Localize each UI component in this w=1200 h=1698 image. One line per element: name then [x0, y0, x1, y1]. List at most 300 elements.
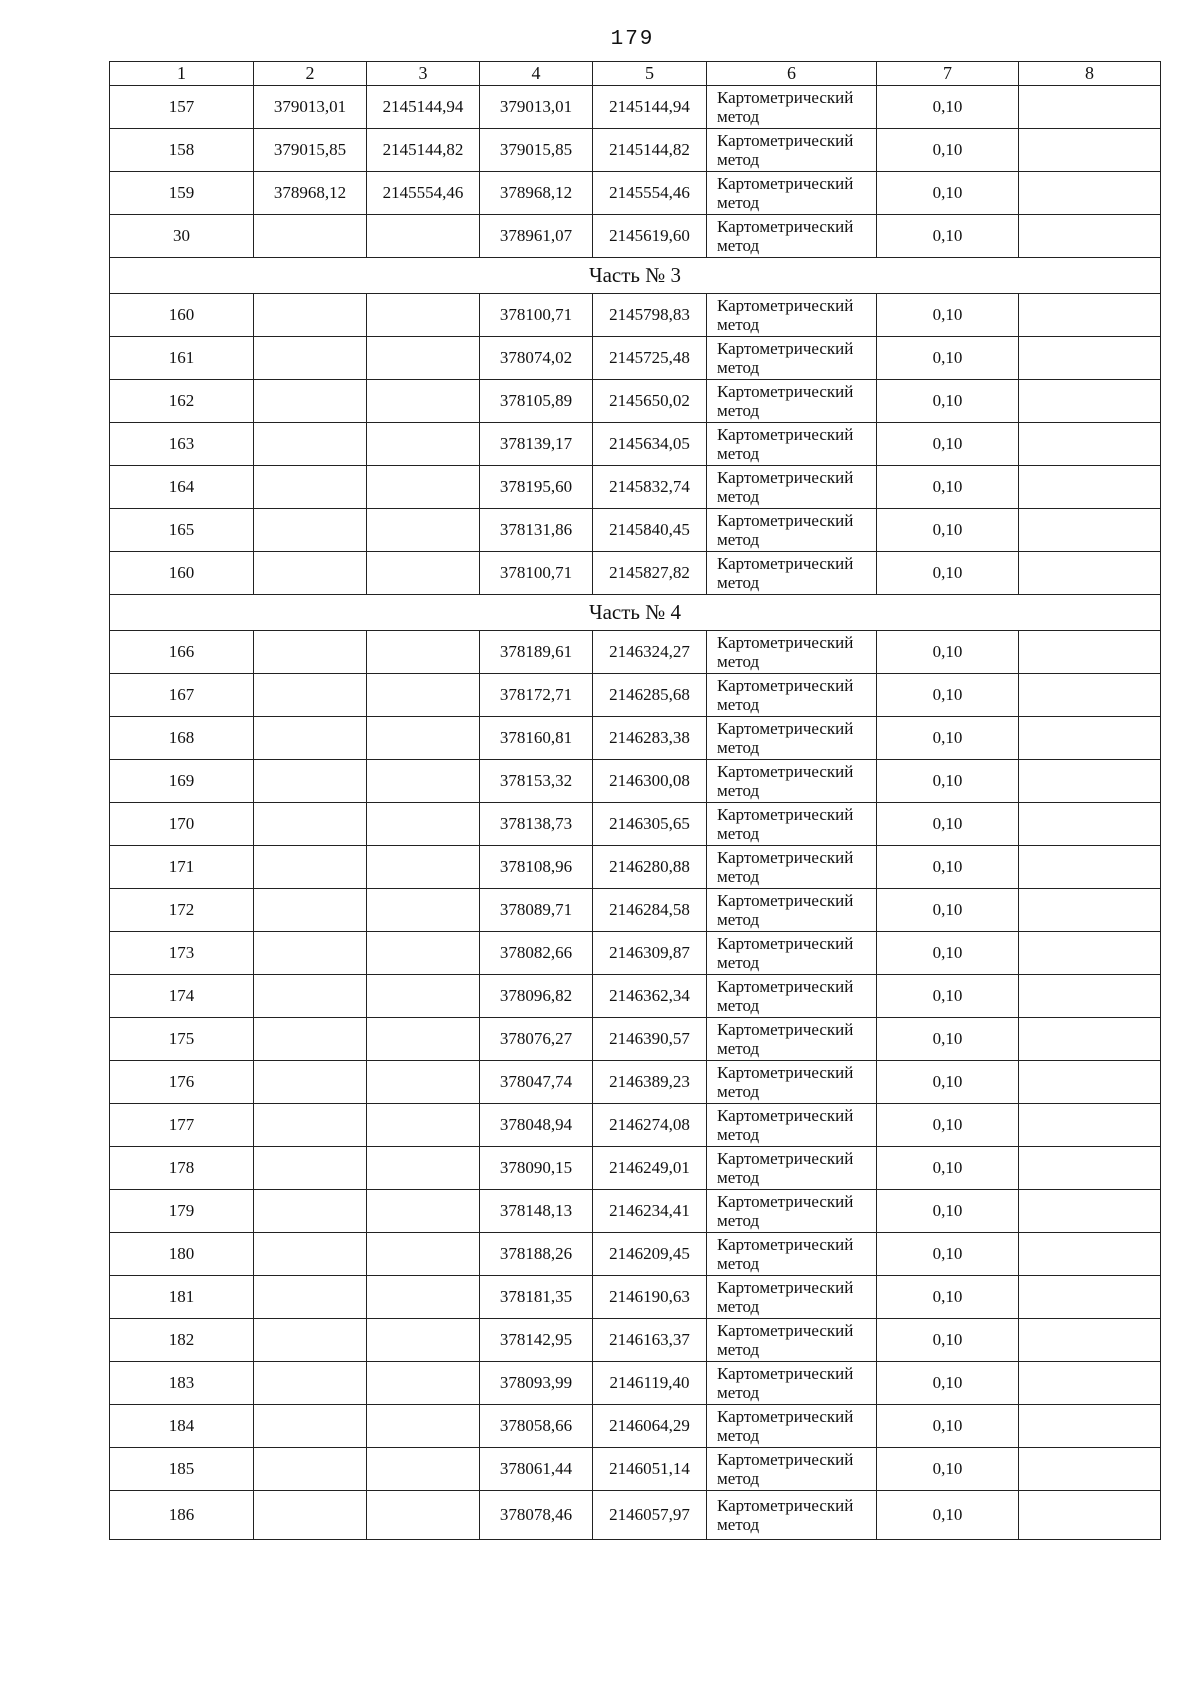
point-number-cell: 172 [110, 889, 254, 932]
method-cell [707, 337, 877, 380]
note-cell [1019, 552, 1161, 595]
old-x-cell [254, 717, 367, 760]
point-number-cell: 160 [110, 294, 254, 337]
new-y-cell: 2146057,97 [593, 1491, 707, 1540]
table-row [110, 1061, 1161, 1104]
new-x-cell: 379015,85 [480, 129, 593, 172]
old-x-cell [254, 466, 367, 509]
old-y-cell: 2145554,46 [367, 172, 480, 215]
point-number-cell: 170 [110, 803, 254, 846]
note-cell [1019, 846, 1161, 889]
new-y-cell: 2145650,02 [593, 380, 707, 423]
old-y-cell [367, 294, 480, 337]
old-y-cell: 2145144,82 [367, 129, 480, 172]
new-y-cell: 2146300,08 [593, 760, 707, 803]
point-number-cell: 157 [110, 86, 254, 129]
method-cell [707, 294, 877, 337]
note-cell [1019, 509, 1161, 552]
old-y-cell [367, 1061, 480, 1104]
note-cell [1019, 1362, 1161, 1405]
old-y-cell [367, 674, 480, 717]
method-text-line: метод [717, 1082, 760, 1101]
accuracy-cell: 0,10 [877, 760, 1019, 803]
method-text-line: метод [717, 1515, 760, 1534]
method-cell [707, 1276, 877, 1319]
accuracy-cell: 0,10 [877, 1061, 1019, 1104]
point-number-cell: 177 [110, 1104, 254, 1147]
column-header: 6 [707, 62, 877, 86]
accuracy-cell: 0,10 [877, 717, 1019, 760]
method-cell [707, 1319, 877, 1362]
accuracy-cell: 0,10 [877, 846, 1019, 889]
note-cell [1019, 337, 1161, 380]
note-cell [1019, 1147, 1161, 1190]
new-x-cell: 378148,13 [480, 1190, 593, 1233]
column-header: 2 [254, 62, 367, 86]
new-x-cell: 378188,26 [480, 1233, 593, 1276]
new-y-cell: 2146234,41 [593, 1190, 707, 1233]
new-y-cell: 2146163,37 [593, 1319, 707, 1362]
note-cell [1019, 423, 1161, 466]
new-x-cell: 378160,81 [480, 717, 593, 760]
old-y-cell [367, 1491, 480, 1540]
method-text-line: Картометрический [717, 977, 854, 996]
new-x-cell: 378100,71 [480, 552, 593, 595]
point-number-cell: 180 [110, 1233, 254, 1276]
note-cell [1019, 760, 1161, 803]
note-cell [1019, 1319, 1161, 1362]
table-row [110, 1362, 1161, 1405]
old-x-cell [254, 1190, 367, 1233]
table-row [110, 466, 1161, 509]
old-x-cell [254, 1448, 367, 1491]
old-x-cell [254, 215, 367, 258]
old-x-cell [254, 294, 367, 337]
old-x-cell [254, 423, 367, 466]
point-number-cell: 167 [110, 674, 254, 717]
method-text-line: метод [717, 996, 760, 1015]
method-text-line: Картометрический [717, 1192, 854, 1211]
table-row [110, 760, 1161, 803]
method-text-line: Картометрический [717, 339, 854, 358]
table-row [110, 552, 1161, 595]
accuracy-cell: 0,10 [877, 674, 1019, 717]
old-y-cell [367, 423, 480, 466]
point-number-cell: 185 [110, 1448, 254, 1491]
note-cell [1019, 1061, 1161, 1104]
column-header: 1 [110, 62, 254, 86]
method-text-line: метод [717, 1340, 760, 1359]
new-y-cell: 2146285,68 [593, 674, 707, 717]
old-x-cell [254, 509, 367, 552]
accuracy-cell: 0,10 [877, 86, 1019, 129]
table-row [110, 1491, 1161, 1540]
table-body [110, 62, 1161, 1540]
new-y-cell: 2146283,38 [593, 717, 707, 760]
old-y-cell [367, 1190, 480, 1233]
method-text-line: Картометрический [717, 1321, 854, 1340]
new-y-cell: 2145619,60 [593, 215, 707, 258]
new-x-cell: 378058,66 [480, 1405, 593, 1448]
method-cell [707, 509, 877, 552]
method-text-line: Картометрический [717, 1364, 854, 1383]
table-row [110, 1104, 1161, 1147]
method-cell [707, 215, 877, 258]
table-row [110, 337, 1161, 380]
method-text-line: метод [717, 910, 760, 929]
note-cell [1019, 631, 1161, 674]
column-header: 8 [1019, 62, 1161, 86]
note-cell [1019, 1104, 1161, 1147]
method-text-line: метод [717, 1383, 760, 1402]
table-row [110, 129, 1161, 172]
new-x-cell: 378142,95 [480, 1319, 593, 1362]
new-x-cell: 378153,32 [480, 760, 593, 803]
point-number-cell: 174 [110, 975, 254, 1018]
new-x-cell: 378047,74 [480, 1061, 593, 1104]
method-text-line: Картометрический [717, 1407, 854, 1426]
note-cell [1019, 1233, 1161, 1276]
old-x-cell: 379013,01 [254, 86, 367, 129]
accuracy-cell: 0,10 [877, 1233, 1019, 1276]
note-cell [1019, 1448, 1161, 1491]
method-cell [707, 717, 877, 760]
method-text-line: Картометрический [717, 633, 854, 652]
new-x-cell: 378138,73 [480, 803, 593, 846]
old-x-cell [254, 1233, 367, 1276]
section-title: Часть № 3 [110, 258, 1161, 294]
point-number-cell: 173 [110, 932, 254, 975]
table-row [110, 1233, 1161, 1276]
note-cell [1019, 717, 1161, 760]
new-y-cell: 2145827,82 [593, 552, 707, 595]
table-row [110, 803, 1161, 846]
new-x-cell: 378076,27 [480, 1018, 593, 1061]
old-x-cell [254, 846, 367, 889]
old-y-cell [367, 1018, 480, 1061]
method-cell [707, 631, 877, 674]
new-x-cell: 378100,71 [480, 294, 593, 337]
method-text-line: Картометрический [717, 511, 854, 530]
new-x-cell: 378172,71 [480, 674, 593, 717]
table-row [110, 294, 1161, 337]
old-x-cell [254, 1405, 367, 1448]
old-y-cell [367, 1362, 480, 1405]
old-y-cell [367, 1405, 480, 1448]
note-cell [1019, 1018, 1161, 1061]
method-cell [707, 1147, 877, 1190]
old-y-cell [367, 509, 480, 552]
method-cell [707, 803, 877, 846]
note-cell [1019, 803, 1161, 846]
old-x-cell [254, 674, 367, 717]
new-y-cell: 2146390,57 [593, 1018, 707, 1061]
note-cell [1019, 975, 1161, 1018]
table-row [110, 215, 1161, 258]
old-y-cell [367, 975, 480, 1018]
old-y-cell [367, 1147, 480, 1190]
point-number-cell: 175 [110, 1018, 254, 1061]
new-x-cell: 378078,46 [480, 1491, 593, 1540]
old-x-cell [254, 631, 367, 674]
note-cell [1019, 129, 1161, 172]
new-x-cell: 378048,94 [480, 1104, 593, 1147]
method-text-line: Картометрический [717, 1063, 854, 1082]
old-y-cell [367, 1233, 480, 1276]
method-text-line: метод [717, 695, 760, 714]
old-y-cell [367, 717, 480, 760]
old-x-cell: 378968,12 [254, 172, 367, 215]
method-text-line: Картометрический [717, 554, 854, 573]
table-row [110, 674, 1161, 717]
old-y-cell [367, 1319, 480, 1362]
point-number-cell: 179 [110, 1190, 254, 1233]
method-text-line: метод [717, 193, 760, 212]
new-y-cell: 2145634,05 [593, 423, 707, 466]
column-header-row [110, 62, 1161, 86]
old-x-cell [254, 889, 367, 932]
new-x-cell: 378131,86 [480, 509, 593, 552]
new-x-cell: 378139,17 [480, 423, 593, 466]
point-number-cell: 161 [110, 337, 254, 380]
method-text-line: Картометрический [717, 848, 854, 867]
method-text-line: Картометрический [717, 1020, 854, 1039]
new-y-cell: 2146280,88 [593, 846, 707, 889]
old-x-cell [254, 803, 367, 846]
new-x-cell: 378961,07 [480, 215, 593, 258]
method-cell [707, 423, 877, 466]
method-cell [707, 1061, 877, 1104]
method-text-line: Картометрический [717, 296, 854, 315]
new-y-cell: 2146305,65 [593, 803, 707, 846]
new-y-cell: 2146190,63 [593, 1276, 707, 1319]
method-cell [707, 889, 877, 932]
note-cell [1019, 1276, 1161, 1319]
table-row [110, 86, 1161, 129]
method-cell [707, 1405, 877, 1448]
method-text-line: Картометрический [717, 719, 854, 738]
method-text-line: метод [717, 1254, 760, 1273]
point-number-cell: 30 [110, 215, 254, 258]
method-cell [707, 975, 877, 1018]
coordinates-table [109, 61, 1161, 1540]
point-number-cell: 182 [110, 1319, 254, 1362]
new-x-cell: 378082,66 [480, 932, 593, 975]
method-cell [707, 760, 877, 803]
table-row [110, 631, 1161, 674]
method-text-line: метод [717, 824, 760, 843]
accuracy-cell: 0,10 [877, 380, 1019, 423]
method-text-line: метод [717, 1297, 760, 1316]
new-y-cell: 2145725,48 [593, 337, 707, 380]
new-y-cell: 2146119,40 [593, 1362, 707, 1405]
note-cell [1019, 215, 1161, 258]
point-number-cell: 160 [110, 552, 254, 595]
point-number-cell: 159 [110, 172, 254, 215]
new-x-cell: 378090,15 [480, 1147, 593, 1190]
point-number-cell: 176 [110, 1061, 254, 1104]
method-text-line: Картометрический [717, 174, 854, 193]
note-cell [1019, 932, 1161, 975]
note-cell [1019, 466, 1161, 509]
old-y-cell [367, 889, 480, 932]
note-cell [1019, 889, 1161, 932]
accuracy-cell: 0,10 [877, 466, 1019, 509]
new-x-cell: 378189,61 [480, 631, 593, 674]
method-text-line: метод [717, 1211, 760, 1230]
old-x-cell [254, 975, 367, 1018]
new-y-cell: 2146324,27 [593, 631, 707, 674]
point-number-cell: 184 [110, 1405, 254, 1448]
accuracy-cell: 0,10 [877, 172, 1019, 215]
accuracy-cell: 0,10 [877, 803, 1019, 846]
new-x-cell: 378061,44 [480, 1448, 593, 1491]
old-y-cell [367, 1276, 480, 1319]
point-number-cell: 178 [110, 1147, 254, 1190]
new-x-cell: 378181,35 [480, 1276, 593, 1319]
method-text-line: Картометрический [717, 425, 854, 444]
old-y-cell [367, 215, 480, 258]
new-y-cell: 2146284,58 [593, 889, 707, 932]
method-cell [707, 846, 877, 889]
old-x-cell [254, 380, 367, 423]
method-text-line: метод [717, 953, 760, 972]
new-x-cell: 378195,60 [480, 466, 593, 509]
old-x-cell [254, 760, 367, 803]
new-y-cell: 2146389,23 [593, 1061, 707, 1104]
note-cell [1019, 674, 1161, 717]
method-text-line: Картометрический [717, 1450, 854, 1469]
old-x-cell [254, 552, 367, 595]
accuracy-cell: 0,10 [877, 129, 1019, 172]
old-y-cell [367, 760, 480, 803]
note-cell [1019, 294, 1161, 337]
method-text-line: метод [717, 1125, 760, 1144]
accuracy-cell: 0,10 [877, 294, 1019, 337]
table-row [110, 717, 1161, 760]
method-text-line: метод [717, 150, 760, 169]
new-y-cell: 2146309,87 [593, 932, 707, 975]
table-row [110, 975, 1161, 1018]
method-text-line: Картометрический [717, 1496, 854, 1515]
method-text-line: Картометрический [717, 891, 854, 910]
section-title: Часть № 4 [110, 595, 1161, 631]
new-x-cell: 379013,01 [480, 86, 593, 129]
note-cell [1019, 380, 1161, 423]
old-x-cell [254, 1061, 367, 1104]
method-cell [707, 674, 877, 717]
table-row [110, 889, 1161, 932]
accuracy-cell: 0,10 [877, 552, 1019, 595]
accuracy-cell: 0,10 [877, 1319, 1019, 1362]
new-y-cell: 2145144,94 [593, 86, 707, 129]
old-y-cell [367, 466, 480, 509]
accuracy-cell: 0,10 [877, 889, 1019, 932]
new-x-cell: 378074,02 [480, 337, 593, 380]
accuracy-cell: 0,10 [877, 1491, 1019, 1540]
old-x-cell [254, 1362, 367, 1405]
old-x-cell [254, 1018, 367, 1061]
method-text-line: метод [717, 867, 760, 886]
point-number-cell: 166 [110, 631, 254, 674]
old-y-cell [367, 932, 480, 975]
method-cell [707, 129, 877, 172]
new-y-cell: 2146209,45 [593, 1233, 707, 1276]
old-y-cell [367, 1104, 480, 1147]
table-row [110, 1448, 1161, 1491]
old-x-cell [254, 1147, 367, 1190]
table-row [110, 1276, 1161, 1319]
new-y-cell: 2146274,08 [593, 1104, 707, 1147]
table-row [110, 1405, 1161, 1448]
accuracy-cell: 0,10 [877, 631, 1019, 674]
old-x-cell: 379015,85 [254, 129, 367, 172]
new-x-cell: 378089,71 [480, 889, 593, 932]
method-text-line: Картометрический [717, 382, 854, 401]
table-row [110, 172, 1161, 215]
method-text-line: метод [717, 236, 760, 255]
old-x-cell [254, 337, 367, 380]
new-x-cell: 378096,82 [480, 975, 593, 1018]
method-cell [707, 1491, 877, 1540]
method-cell [707, 1190, 877, 1233]
accuracy-cell: 0,10 [877, 1362, 1019, 1405]
old-x-cell [254, 1104, 367, 1147]
accuracy-cell: 0,10 [877, 215, 1019, 258]
old-y-cell [367, 380, 480, 423]
method-text-line: метод [717, 1426, 760, 1445]
method-text-line: Картометрический [717, 1235, 854, 1254]
note-cell [1019, 1405, 1161, 1448]
accuracy-cell: 0,10 [877, 1448, 1019, 1491]
method-text-line: метод [717, 401, 760, 420]
method-text-line: метод [717, 107, 760, 126]
method-text-line: метод [717, 444, 760, 463]
new-x-cell: 378968,12 [480, 172, 593, 215]
method-text-line: Картометрический [717, 762, 854, 781]
point-number-cell: 162 [110, 380, 254, 423]
column-header: 7 [877, 62, 1019, 86]
column-header: 4 [480, 62, 593, 86]
old-x-cell [254, 1276, 367, 1319]
method-text-line: Картометрический [717, 1278, 854, 1297]
table-row [110, 1147, 1161, 1190]
point-number-cell: 165 [110, 509, 254, 552]
new-y-cell: 2145798,83 [593, 294, 707, 337]
section-title-row [110, 595, 1161, 631]
new-y-cell: 2146249,01 [593, 1147, 707, 1190]
method-cell [707, 86, 877, 129]
point-number-cell: 164 [110, 466, 254, 509]
new-y-cell: 2146064,29 [593, 1405, 707, 1448]
table-row [110, 509, 1161, 552]
table-row [110, 846, 1161, 889]
accuracy-cell: 0,10 [877, 975, 1019, 1018]
method-text-line: метод [717, 1469, 760, 1488]
method-text-line: метод [717, 573, 760, 592]
note-cell [1019, 172, 1161, 215]
method-text-line: Картометрический [717, 1106, 854, 1125]
accuracy-cell: 0,10 [877, 1276, 1019, 1319]
point-number-cell: 169 [110, 760, 254, 803]
section-title-row [110, 258, 1161, 294]
method-text-line: Картометрический [717, 805, 854, 824]
method-text-line: метод [717, 652, 760, 671]
accuracy-cell: 0,10 [877, 1190, 1019, 1233]
accuracy-cell: 0,10 [877, 423, 1019, 466]
method-text-line: метод [717, 738, 760, 757]
table-row [110, 932, 1161, 975]
